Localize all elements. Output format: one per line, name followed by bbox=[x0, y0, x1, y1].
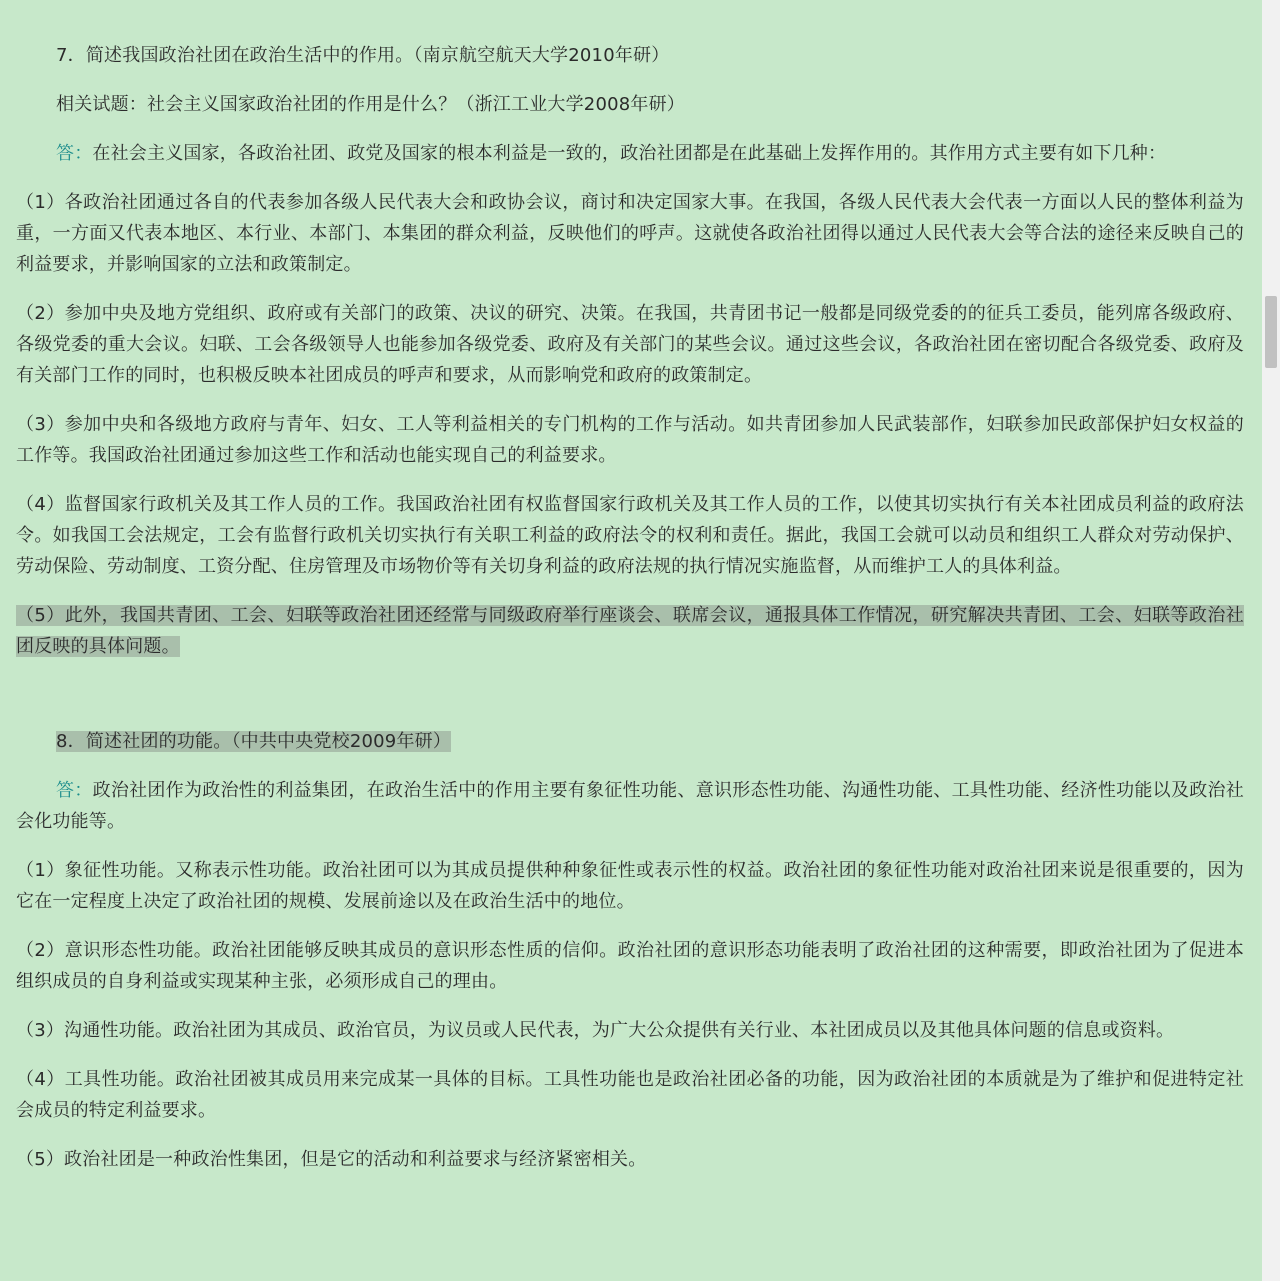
text-selection[interactable]: 8．简述社团的功能。（中共中央党校2009年研） bbox=[56, 731, 452, 752]
answer-intro: 在社会主义国家，各政治社团、政党及国家的根本利益是一致的，政治社团都是在此基础上发挥作用的。其作用方式主要有如下几种： bbox=[92, 143, 1167, 164]
question-8-answer bbox=[16, 775, 1244, 837]
question-7-related: 相关试题：社会主义国家政治社团的作用是什么？（浙江工业大学2008年研） bbox=[56, 94, 686, 115]
q7-point-2: （2）参加中央及地方党组织、政府或有关部门的政策、决议的研究、决策。在我国，共青团书记一般都是同级党委的的征兵工委员，能列席各级政府、各级党委的重大会议。妇联、工会各级领导人也能参加各级党委、政府及有关部门的某些会议。通过这些会议，各政治社团在密切配合各级党委、政府及有关部门工作的同时，也积极反映本社团成员的呼声和要求，从而影响党和政府的政策制定。 bbox=[16, 303, 1244, 386]
q7-point-4: （4）监督国家行政机关及其工作人员的工作。我国政治社团有权监督国家行政机关及其工作人员的工作，以使其切实执行有关本社团成员利益的政府法令。如我国工会法规定，工会有监督行政机关切实执行有关职工利益的政府法令的权利和责任。据此，我国工会就可以动员和组织工人群众对劳动保护、劳动保险、劳动制度、工资分配、住房管理及市场物价等有关切身利益的政府法规的执行情况实施监督，从而维护工人的具体利益。 bbox=[16, 494, 1244, 577]
answer-label: 答： bbox=[56, 780, 93, 801]
question-8-title bbox=[16, 726, 1244, 757]
question-7-answer bbox=[16, 138, 1244, 169]
q8-point-1: （1）象征性功能。又称表示性功能。政治社团可以为其成员提供种种象征性或表示性的权益。政治社团的象征性功能对政治社团来说是很重要的，因为它在一定程度上决定了政治社团的规模、发展前途以及在政治生活中的地位。 bbox=[16, 860, 1244, 912]
vertical-scrollbar[interactable] bbox=[1262, 0, 1280, 1281]
q8-point-5: （5）政治社团是一种政治性集团，但是它的活动和利益要求与经济紧密相关。 bbox=[16, 1149, 647, 1170]
q8-point-2: （2）意识形态性功能。政治社团能够反映其成员的意识形态性质的信仰。政治社团的意识形态功能表明了政治社团的这种需要，即政治社团为了促进本组织成员的自身利益或实现某种主张，必须形成自己的理由。 bbox=[16, 940, 1244, 992]
q7-point-1: （1）各政治社团通过各自的代表参加各级人民代表大会和政协会议，商讨和决定国家大事。在我国，各级人民代表大会代表一方面以人民的整体利益为重，一方面又代表本地区、本行业、本部门、本集团的群众利益，反映他们的呼声。这就使各政治社团得以通过人民代表大会等合法的途径来反映自己的利益要求，并影响国家的立法和政策制定。 bbox=[16, 192, 1244, 275]
q7-point-5-highlighted bbox=[16, 600, 1244, 662]
text-selection[interactable]: （5）此外，我国共青团、工会、妇联等政治社团还经常与同级政府举行座谈会、联席会议，通报具体工作情况，研究解决共青团、工会、妇联等政治社团反映的具体问题。 bbox=[16, 605, 1244, 657]
question-7-title: 7．简述我国政治社团在政治生活中的作用。（南京航空航天大学2010年研） bbox=[56, 45, 670, 66]
document-body bbox=[16, 40, 1244, 1175]
q7-point-3: （3）参加中央和各级地方政府与青年、妇女、工人等利益相关的专门机构的工作与活动。如共青团参加人民武装部作，妇联参加民政部保护妇女权益的工作等。我国政治社团通过参加这些工作和活动也能实现自己的利益要求。 bbox=[16, 414, 1244, 466]
q8-point-3: （3）沟通性功能。政治社团为其成员、政治官员，为议员或人民代表，为广大公众提供有关行业、本社团成员以及其他具体问题的信息或资料。 bbox=[16, 1020, 1175, 1041]
scrollbar-thumb[interactable] bbox=[1265, 296, 1277, 368]
answer-intro: 政治社团作为政治性的利益集团，在政治生活中的作用主要有象征性功能、意识形态性功能、沟通性功能、工具性功能、经济性功能以及政治社会化功能等。 bbox=[16, 780, 1244, 832]
answer-label: 答： bbox=[56, 143, 93, 164]
q8-point-4: （4）工具性功能。政治社团被其成员用来完成某一具体的目标。工具性功能也是政治社团必备的功能，因为政治社团的本质就是为了维护和促进特定社会成员的特定利益要求。 bbox=[16, 1069, 1244, 1121]
